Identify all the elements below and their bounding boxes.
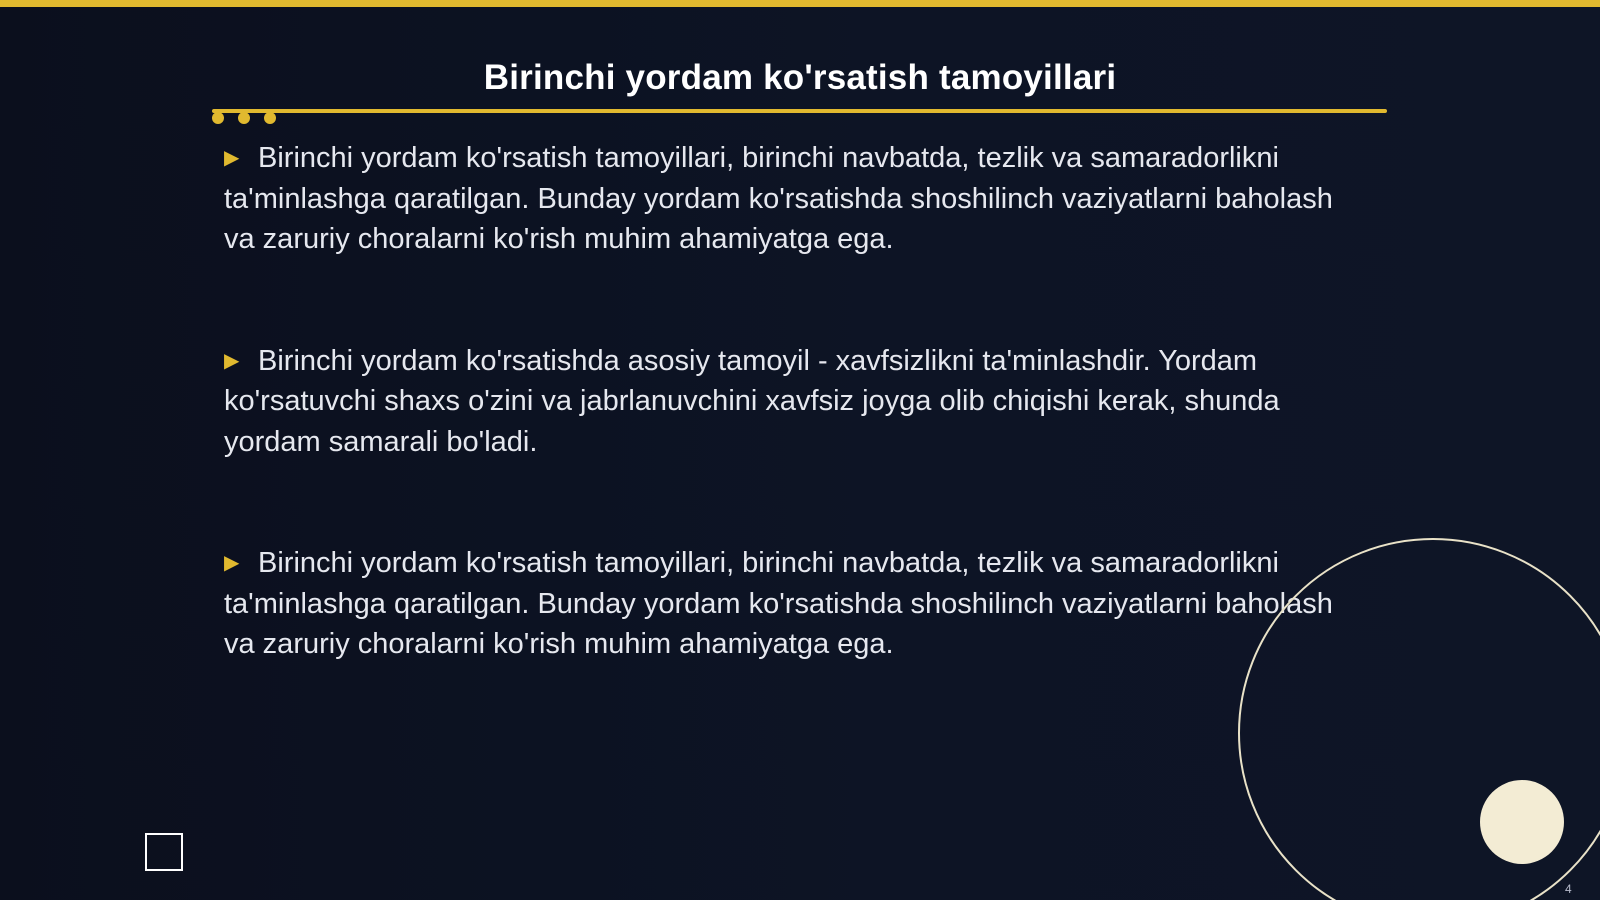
decorative-disc <box>1480 780 1564 864</box>
triangle-bullet-icon: ▶ <box>224 552 240 574</box>
bullet-text: Birinchi yordam ko'rsatishda asosiy tamoyil - xavfsizlikni ta'minlashdir. Yordam ko'rsatuvchi shaxs o'zini va jabrlanuvchini xavfsiz joyga olib chiqishi kerak, shunda yordam samarali bo'ladi. <box>224 344 1280 458</box>
decorative-square <box>145 833 183 871</box>
decorative-dots <box>212 112 282 126</box>
title-underline <box>212 109 1387 113</box>
triangle-bullet-icon: ▶ <box>224 147 240 169</box>
dot-icon <box>264 112 276 124</box>
dot-icon <box>238 112 250 124</box>
page-number: 4 <box>1565 882 1572 896</box>
bullet-text: Birinchi yordam ko'rsatish tamoyillari, birinchi navbatda, tezlik va samaradorlikni ta'minlashga qaratilgan. Bunday yordam ko'rsatishda shoshilinch vaziyatlarni baholash va zaruriy choralarni ko'rish muhim ahamiyatga ega. <box>224 142 1333 255</box>
top-accent-bar <box>0 0 1600 7</box>
bullet-item <box>224 543 1364 665</box>
triangle-bullet-icon: ▶ <box>224 349 240 372</box>
bullet-item <box>224 341 1364 463</box>
dot-icon <box>212 112 224 124</box>
bullet-item <box>224 138 1364 260</box>
bullet-list <box>224 138 1364 746</box>
bullet-text: Birinchi yordam ko'rsatish tamoyillari, birinchi navbatda, tezlik va samaradorlikni ta'minlashga qaratilgan. Bunday yordam ko'rsatishda shoshilinch vaziyatlarni baholash va zaruriy choralarni ko'rish muhim ahamiyatga ega. <box>224 547 1333 660</box>
slide-title: Birinchi yordam ko'rsatish tamoyillari <box>483 58 1117 97</box>
